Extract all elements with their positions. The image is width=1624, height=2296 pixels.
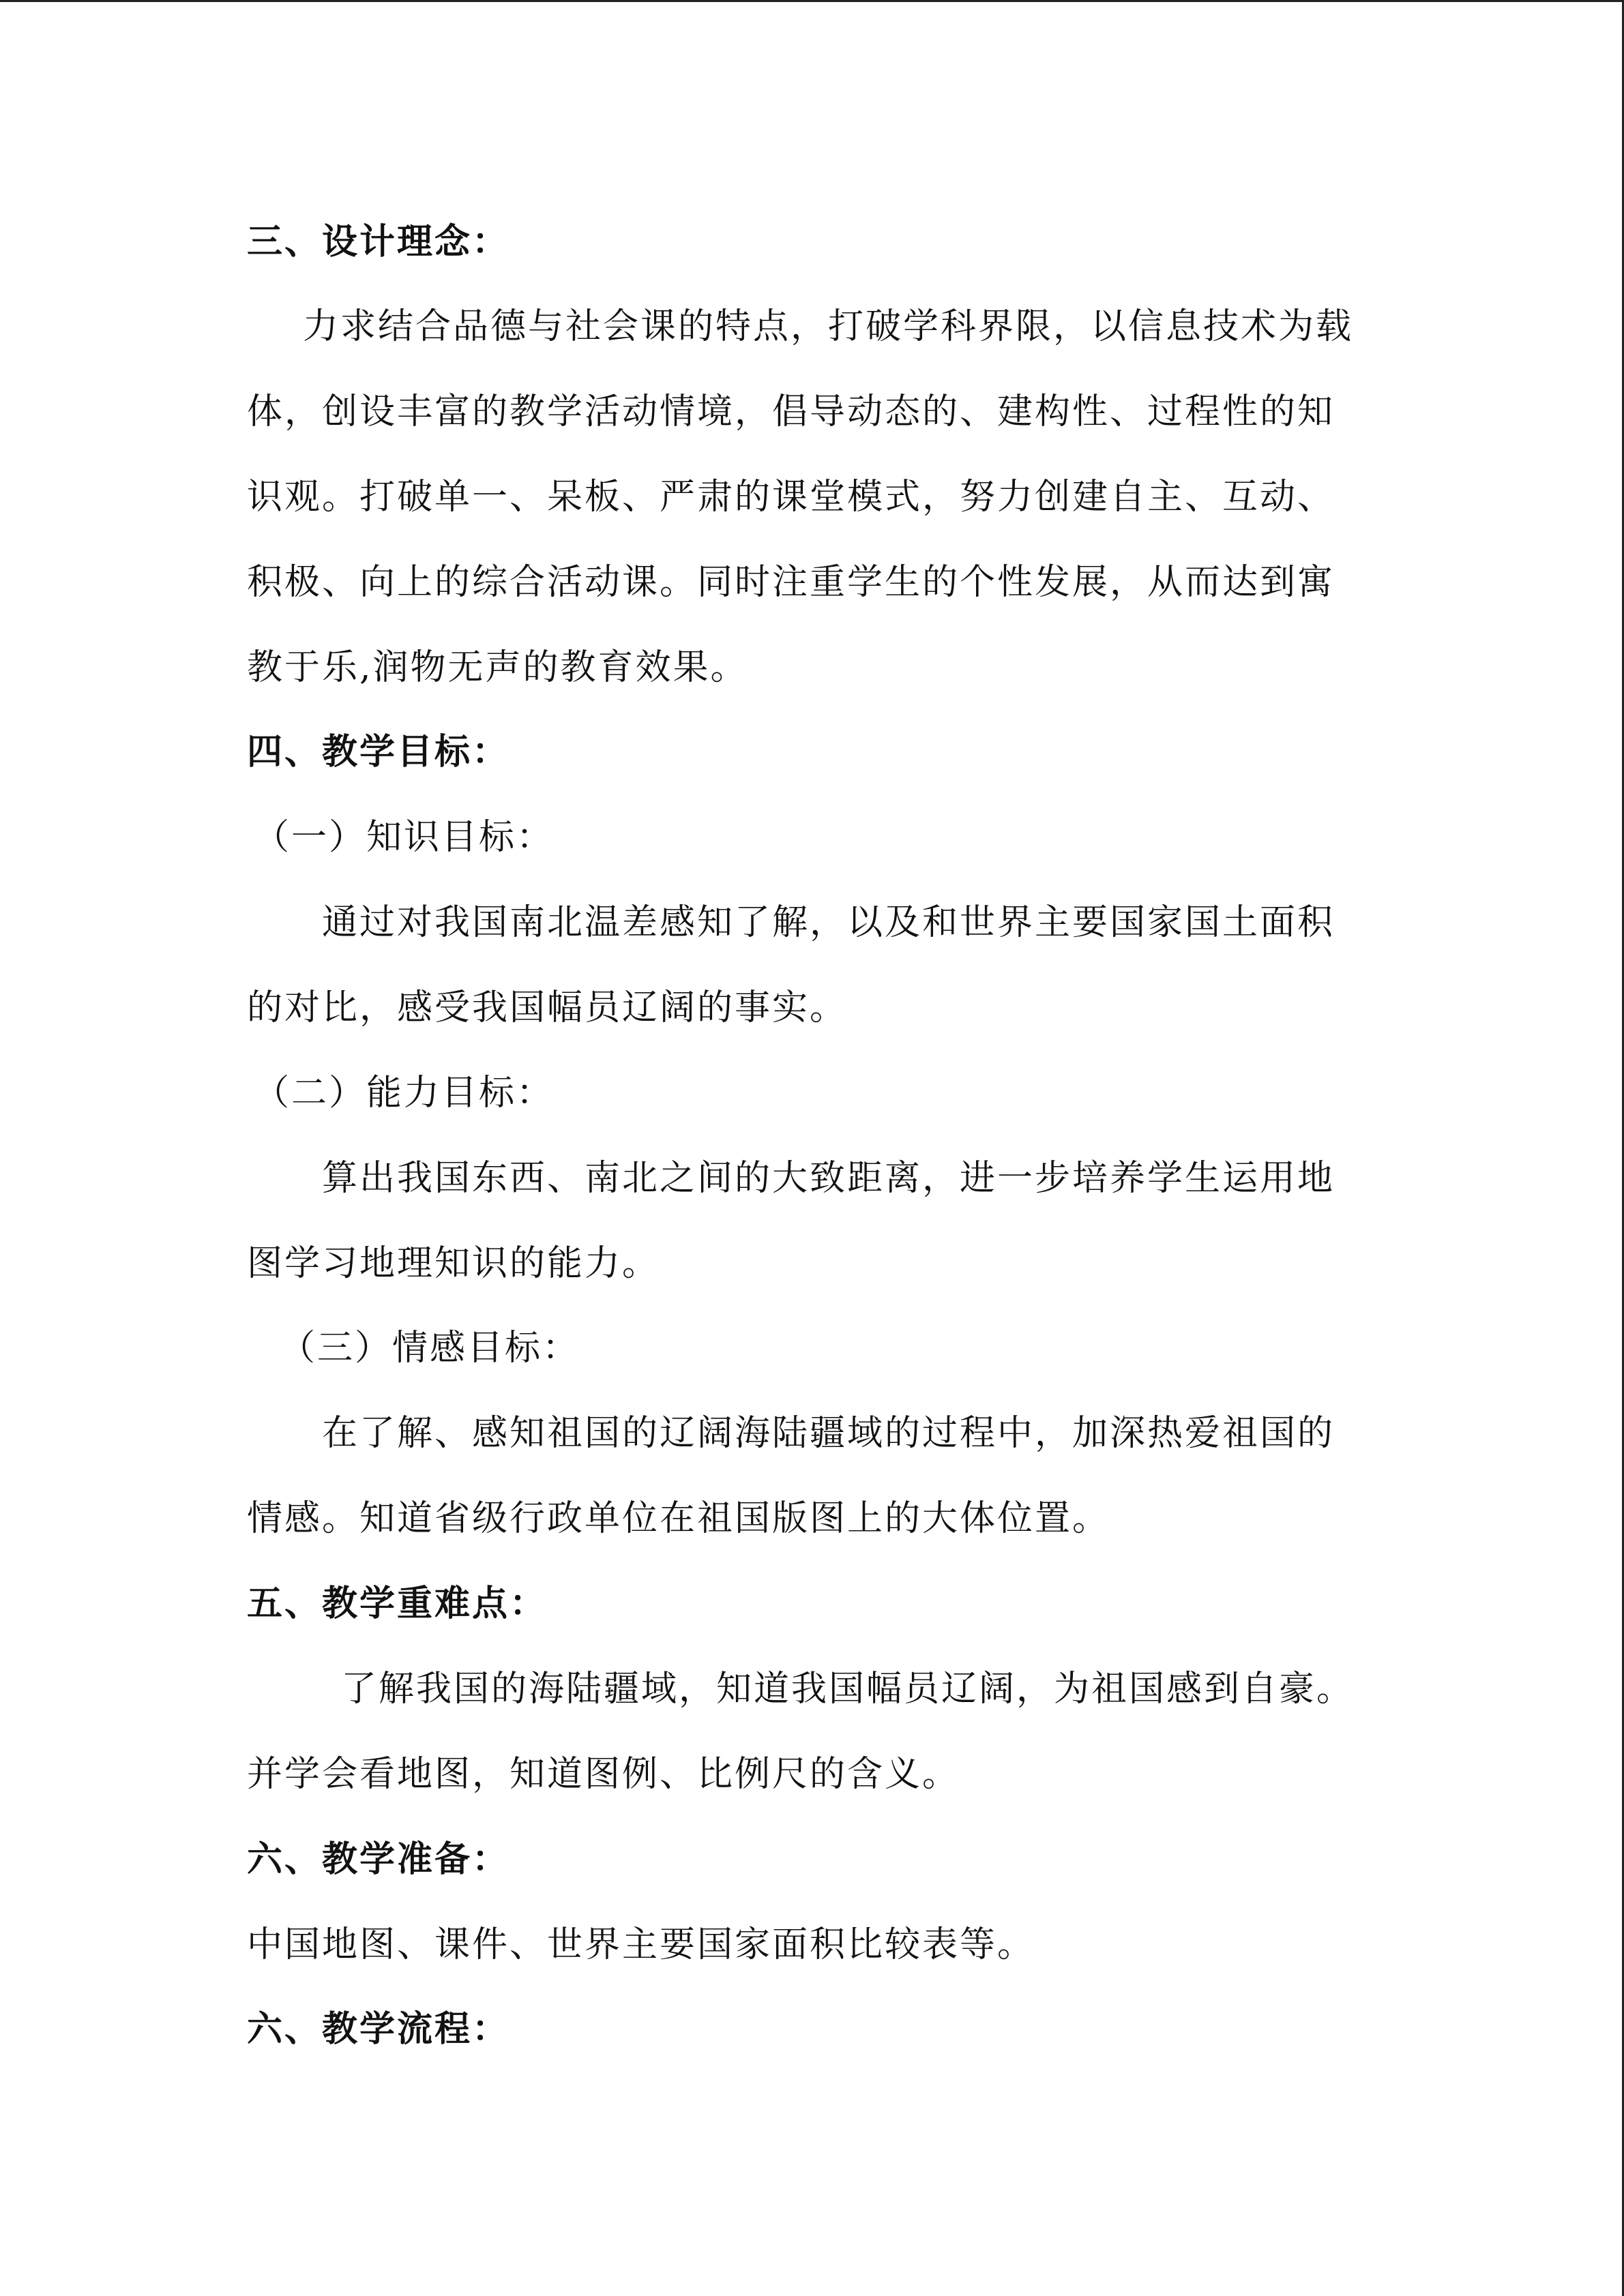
paragraph-line: 了解我国的海陆疆域，知道我国幅员辽阔，为祖国感到自豪。: [341, 1669, 1355, 1710]
paragraph-line: 并学会看地图，知道图例、比例尺的含义。: [247, 1754, 960, 1795]
paragraph-line: 力求结合品德与社会课的特点，打破学科界限，以信息技术为载: [303, 306, 1354, 347]
section-heading-design-concept: 三、设计理念：: [247, 222, 510, 263]
paragraph-line: 识观。打破单一、呆板、严肃的课堂模式，努力创建自主、互动、: [247, 477, 1335, 518]
paragraph-line: 算出我国东西、南北之间的大致距离，进一步培养学生运用地: [322, 1158, 1335, 1199]
subheading-emotion-goals: （三）情感目标：: [280, 1328, 580, 1369]
paragraph-line: 通过对我国南北温差感知了解，以及和世界主要国家国土面积: [322, 902, 1335, 943]
subheading-ability-goals: （二）能力目标：: [254, 1073, 555, 1114]
paragraph-line: 情感。知道省级行政单位在祖国版图上的大体位置。: [247, 1498, 1110, 1539]
paragraph-line: 的对比，感受我国幅员辽阔的事实。: [247, 987, 848, 1028]
paragraph-line: 在了解、感知祖国的辽阔海陆疆域的过程中，加深热爱祖国的: [322, 1413, 1335, 1454]
subheading-knowledge-goals: （一）知识目标：: [254, 817, 555, 858]
paragraph-line: 中国地图、课件、世界主要国家面积比较表等。: [247, 1924, 1035, 1965]
paragraph-line: 积极、向上的综合活动课。同时注重学生的个性发展，从而达到寓: [247, 562, 1335, 603]
section-heading-teaching-goals: 四、教学目标：: [247, 732, 510, 773]
section-heading-teaching-process: 六、教学流程：: [247, 2009, 510, 2050]
paragraph-line: 体，创设丰富的教学活动情境，倡导动态的、建构性、过程性的知: [247, 391, 1335, 432]
paragraph-line: 教于乐,润物无声的教育效果。: [247, 647, 748, 688]
section-heading-key-points: 五、教学重难点：: [247, 1583, 548, 1624]
paragraph-line: 图学习地理知识的能力。: [247, 1243, 660, 1284]
section-heading-preparation: 六、教学准备：: [247, 1839, 510, 1880]
